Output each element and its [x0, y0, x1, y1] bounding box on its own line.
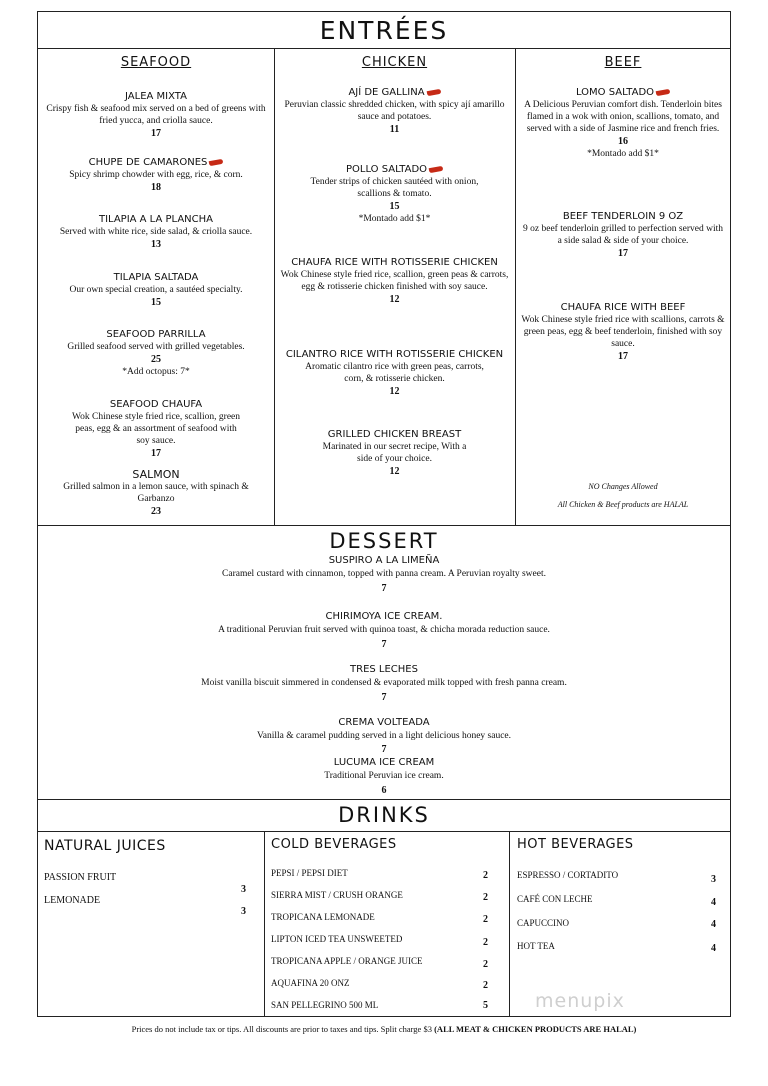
item-desc: Traditional Peruvian ice cream. [324, 771, 444, 781]
item-price: 15 [151, 297, 161, 308]
drink-name: TROPICANA APPLE / ORANGE JUICE [271, 956, 423, 966]
item-name: SUSPIRO A LA LIMEÑA [328, 555, 440, 566]
menu-item [515, 301, 731, 363]
dessert-item [38, 554, 730, 597]
drink-name: SIERRA MIST / CRUSH ORANGE [271, 890, 403, 900]
item-note: *Montado add $1* [587, 149, 659, 159]
beef-column [515, 48, 731, 525]
item-desc: Grilled seafood served with grilled vegetables. [67, 342, 245, 352]
drink-name: TROPICANA LEMONADE [271, 912, 375, 922]
item-price: 7 [381, 692, 387, 703]
drinks-divider [38, 799, 730, 800]
menu-item [38, 90, 274, 140]
item-name: CHUPE DE CAMARONES [88, 157, 208, 168]
menu-item [274, 348, 515, 398]
item-note: *Add octopus: 7* [122, 367, 190, 377]
halal-notes [515, 482, 731, 510]
item-price: 15 [389, 201, 400, 212]
item-name: SALMON [132, 468, 180, 481]
item-desc: Peruvian classic shredded chicken, with spicy ají amarillo sauce and potatoes. [284, 100, 505, 122]
item-desc: Vanilla & caramel pudding served in a light delicious honey sauce. [256, 731, 512, 741]
item-desc: Crispy fish & seafood mix served on a bed of greens with fried yucca, and criolla sauce. [46, 104, 266, 126]
drink-price: 2 [483, 914, 488, 925]
item-name: CHAUFA RICE WITH BEEF [560, 302, 686, 313]
dessert-item [38, 610, 730, 653]
chili-pepper-icon [426, 88, 441, 95]
item-desc: Wok Chinese style fried rice, scallion, green peas, egg & an assortment of seafood with soy sauce. [71, 412, 241, 446]
menu-item [38, 271, 274, 309]
item-price: 17 [618, 351, 628, 362]
drink-price: 5 [483, 1000, 488, 1011]
item-name: TRES LECHES [350, 664, 418, 675]
item-name: POLLO SALTADO [345, 164, 428, 175]
dessert-item [38, 663, 730, 706]
item-name: CREMA VOLTEADA [338, 717, 430, 728]
item-desc: 9 oz beef tenderloin grilled to perfection served with a side salad & side of your choice. [523, 224, 723, 246]
item-price: 7 [381, 744, 387, 755]
item-price: 17 [618, 248, 628, 259]
drink-price: 2 [483, 937, 488, 948]
item-price: 18 [151, 182, 161, 193]
item-desc: Spicy shrimp chowder with egg, rice, & corn. [69, 170, 243, 180]
item-name: TILAPIA SALTADA [113, 272, 199, 283]
drink-name: HOT TEA [517, 941, 555, 951]
item-note: *Montado add $1* [358, 214, 431, 224]
drink-price: 2 [483, 870, 488, 881]
drink-name: LEMONADE [44, 895, 101, 906]
seafood-column [38, 48, 274, 525]
item-price: 7 [381, 639, 387, 650]
item-name: LOMO SALTADO [575, 87, 655, 98]
drink-price: 3 [241, 906, 246, 917]
item-price: 12 [389, 294, 400, 305]
seafood-heading: SEAFOOD [120, 55, 192, 70]
no-changes-note: NO Changes Allowed [588, 482, 658, 491]
menu-item [38, 468, 274, 518]
drink-name: AQUAFINA 20 ONZ [271, 978, 350, 988]
item-name: CILANTRO RICE WITH ROTISSERIE CHICKEN [285, 349, 504, 360]
entrees-title: ENTRÉES [319, 16, 449, 45]
dessert-title: DESSERT [329, 529, 439, 553]
item-desc: Caramel custard with cinnamon, topped with panna cream. A Peruvian royalty sweet. [222, 569, 546, 579]
item-name: CHAUFA RICE WITH ROTISSERIE CHICKEN [291, 257, 498, 268]
item-desc: Moist vanilla biscuit simmered in condensed & evaporated milk topped with fresh panna cream. [201, 678, 567, 688]
item-name: GRILLED CHICKEN BREAST [327, 429, 462, 440]
item-name: BEEF TENDERLOIN 9 OZ [562, 211, 684, 222]
item-price: 17 [151, 448, 161, 459]
menu-item [274, 86, 515, 136]
menu-item [515, 86, 731, 161]
item-price: 11 [389, 124, 400, 135]
item-desc: Served with white rice, side salad, & criolla sauce. [59, 227, 253, 237]
item-price: 12 [389, 466, 400, 477]
item-name: JALEA MIXTA [125, 91, 187, 102]
drink-name: ESPRESSO / CORTADITO [517, 870, 619, 880]
cold-beverages-heading: COLD BEVERAGES [271, 837, 397, 852]
menu-item [38, 156, 274, 194]
dessert-item [38, 756, 730, 799]
hot-beverages-heading: HOT BEVERAGES [517, 837, 634, 852]
item-price: 13 [151, 239, 161, 250]
menu-item [515, 210, 731, 260]
menu-item [38, 398, 274, 460]
item-desc: Aromatic cilantro rice with green peas, carrots, corn, & rotisserie chicken. [305, 362, 484, 384]
drink-price: 2 [483, 980, 488, 991]
item-desc: Wok Chinese style fried rice with scallions, carrots & green peas, egg & beef tenderloin, finished with soy sauce. [521, 315, 725, 349]
drink-name: CAFÉ CON LECHE [517, 894, 593, 904]
drink-name: SAN PELLEGRINO 500 ML [271, 1000, 379, 1010]
menu-item [274, 256, 515, 306]
drink-price: 2 [483, 959, 488, 970]
item-desc: Tender strips of chicken sautéed with onion, scallions & tomato. [310, 177, 479, 199]
drinks-title: DRINKS [338, 803, 430, 827]
item-name: AJÍ DE GALLINA [348, 87, 425, 98]
item-price: 6 [381, 785, 387, 796]
drink-price: 3 [241, 884, 246, 895]
chicken-column [274, 48, 515, 525]
footer-text: Prices do not include tax or tips. All discounts are prior to taxes and tips. Split charge $3 [131, 1024, 432, 1034]
drink-price: 4 [711, 943, 716, 954]
item-desc: A Delicious Peruvian comfort dish. Tenderloin bites flamed in a wok with onion, scallions, tomato, and served with a side of Jasmine rice and french fries. [524, 100, 722, 134]
menu-frame [37, 11, 731, 1017]
menu-item [274, 163, 515, 226]
dessert-item [38, 716, 730, 756]
drink-name: PASSION FRUIT [44, 872, 117, 883]
drinks-column-divider [509, 831, 510, 1017]
item-desc: Wok Chinese style fried rice, scallion, green peas & carrots, egg & rotisserie chicken finished with soy sauce. [280, 270, 509, 292]
item-desc: Our own special creation, a sautéed specialty. [69, 285, 243, 295]
drink-name: LIPTON ICED TEA UNSWEETED [271, 934, 403, 944]
item-price: 25 [151, 354, 161, 365]
item-desc: Marinated in our secret recipe, With a side of your choice. [322, 442, 467, 464]
chili-pepper-icon [209, 158, 224, 165]
chicken-heading: CHICKEN [361, 55, 428, 70]
item-name: TILAPIA A LA PLANCHA [98, 214, 214, 225]
dessert-divider [38, 525, 730, 526]
footer-halal-note: (ALL MEAT & CHICKEN PRODUCTS ARE HALAL) [434, 1024, 637, 1034]
natural-juices-heading: NATURAL JUICES [44, 838, 166, 854]
item-desc: Grilled salmon in a lemon sauce, with spinach & Garbanzo [63, 482, 249, 504]
chili-pepper-icon [656, 88, 671, 95]
item-desc: A traditional Peruvian fruit served with quinoa toast, & chicha morada reduction sauce. [218, 625, 550, 635]
item-price: 16 [618, 136, 628, 147]
item-name: SEAFOOD CHAUFA [109, 399, 203, 410]
menu-item [38, 328, 274, 379]
drink-name: CAPUCCINO [517, 918, 570, 928]
drinks-column-divider [264, 831, 265, 1017]
halal-note: All Chicken & Beef products are HALAL [557, 500, 689, 509]
watermark-logo: menupix [535, 990, 625, 1012]
beef-heading: BEEF [604, 55, 642, 70]
drink-price: 2 [483, 892, 488, 903]
drink-name: PEPSI / PEPSI DIET [271, 868, 348, 878]
item-price: 12 [389, 386, 400, 397]
item-price: 23 [151, 506, 161, 517]
menu-item [38, 213, 274, 251]
footer-note [0, 1024, 768, 1034]
drinks-title-divider [38, 831, 730, 832]
item-name: CHIRIMOYA ICE CREAM. [325, 611, 443, 622]
drink-price: 4 [711, 919, 716, 930]
item-price: 7 [381, 583, 387, 594]
menu-item [274, 428, 515, 478]
drink-price: 3 [711, 874, 716, 885]
item-price: 17 [151, 128, 161, 139]
chili-pepper-icon [429, 165, 444, 172]
drink-price: 4 [711, 897, 716, 908]
item-name: LUCUMA ICE CREAM [333, 757, 435, 768]
item-name: SEAFOOD PARRILLA [106, 329, 206, 340]
